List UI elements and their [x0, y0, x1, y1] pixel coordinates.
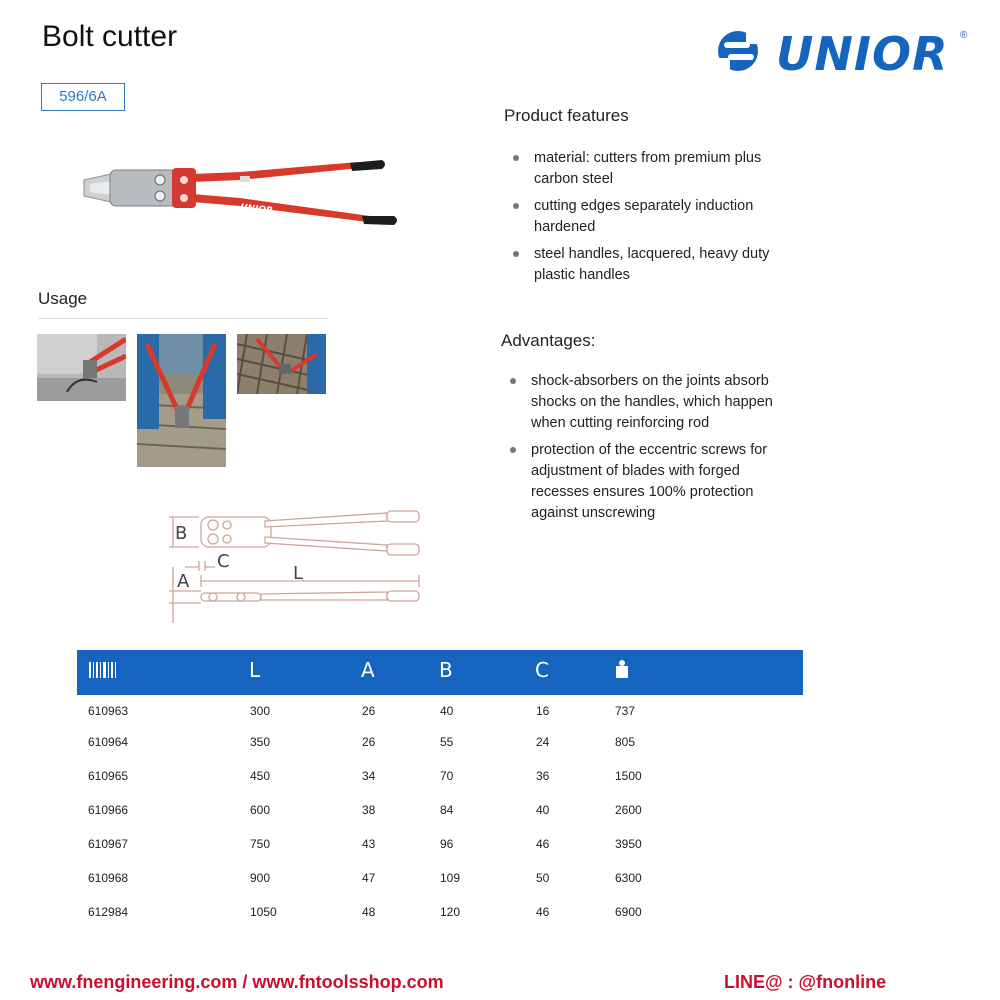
- table-cell-a: 26: [362, 735, 376, 749]
- svg-text:UNIOR: UNIOR: [239, 202, 274, 217]
- advantage-item: protection of the eccentric screws for adjustment of blades with forged recesses ensures 100% protection against unscrewing: [501, 440, 791, 524]
- usage-photo-2: [137, 334, 226, 467]
- feature-item: cutting edges separately induction hardened: [504, 196, 784, 238]
- table-cell-weight: 805: [615, 735, 636, 749]
- table-cell-b: 120: [440, 905, 461, 919]
- advantages-list: [501, 371, 791, 530]
- table-row: [77, 837, 803, 867]
- usage-photo-1: [37, 334, 126, 401]
- table-row: [77, 769, 803, 799]
- table-cell-l: 450: [250, 769, 271, 783]
- footer-websites[interactable]: www.fnengineering.com / www.fntoolsshop.com: [30, 972, 444, 992]
- table-cell-l: 600: [250, 803, 271, 817]
- page-title: Bolt cutter: [42, 20, 178, 53]
- features-list: [504, 148, 784, 292]
- column-header-a: A: [361, 658, 375, 682]
- column-header-l: L: [249, 658, 261, 682]
- table-cell-c: 46: [536, 837, 550, 851]
- table-cell-weight: 1500: [615, 769, 642, 783]
- table-row: [77, 905, 803, 935]
- table-cell-c: 24: [536, 735, 550, 749]
- table-cell-code: 610965: [88, 769, 129, 783]
- table-cell-code: 610963: [88, 704, 129, 718]
- table-cell-l: 900: [250, 871, 271, 885]
- table-cell-c: 40: [536, 803, 550, 817]
- table-row: [77, 871, 803, 901]
- table-cell-code: 610964: [88, 735, 129, 749]
- logo-wordmark: UNIOR: [776, 27, 949, 78]
- table-cell-b: 109: [440, 871, 461, 885]
- table-cell-code: 610967: [88, 837, 129, 851]
- table-header: [77, 650, 803, 695]
- table-cell-c: 36: [536, 769, 550, 783]
- brand-logo: [716, 24, 976, 78]
- table-cell-l: 750: [250, 837, 271, 851]
- table-cell-l: 300: [250, 704, 271, 718]
- features-heading: Product features: [504, 106, 629, 125]
- table-cell-b: 70: [440, 769, 454, 783]
- table-cell-c: 16: [536, 704, 550, 718]
- unior-emblem-icon: [716, 30, 762, 72]
- usage-heading: Usage: [38, 289, 88, 308]
- column-header-c: C: [535, 658, 549, 682]
- diagram-label-l: L: [293, 563, 304, 584]
- table-cell-b: 84: [440, 803, 454, 817]
- column-header-b: B: [439, 658, 453, 682]
- diagram-label-b: B: [175, 523, 188, 544]
- advantages-heading: Advantages:: [501, 331, 596, 350]
- table-cell-code: 612984: [88, 905, 129, 919]
- table-cell-code: 610968: [88, 871, 129, 885]
- table-row: [77, 803, 803, 833]
- advantage-item: shock-absorbers on the joints absorb shocks on the handles, which happen when cutting reinforcing rod: [501, 371, 791, 434]
- table-cell-l: 1050: [250, 905, 277, 919]
- usage-divider: [38, 318, 328, 319]
- table-row: [77, 704, 803, 734]
- table-cell-a: 47: [362, 871, 376, 885]
- table-cell-weight: 3950: [615, 837, 642, 851]
- diagram-label-a: A: [177, 571, 190, 592]
- table-cell-a: 38: [362, 803, 376, 817]
- feature-item: material: cutters from premium plus carbon steel: [504, 148, 784, 190]
- barcode-icon: [89, 650, 117, 695]
- table-cell-weight: 2600: [615, 803, 642, 817]
- table-cell-c: 50: [536, 871, 550, 885]
- table-cell-l: 350: [250, 735, 271, 749]
- usage-photo-3: [237, 334, 326, 394]
- table-cell-weight: 6900: [615, 905, 642, 919]
- table-cell-weight: 6300: [615, 871, 642, 885]
- dimension-diagram: [165, 505, 425, 625]
- table-row: [77, 735, 803, 765]
- table-cell-c: 46: [536, 905, 550, 919]
- table-cell-code: 610966: [88, 803, 129, 817]
- feature-item: steel handles, lacquered, heavy duty plastic handles: [504, 244, 784, 286]
- table-cell-a: 26: [362, 704, 376, 718]
- footer-line-id[interactable]: LINE@ : @fnonline: [724, 972, 887, 992]
- table-cell-a: 34: [362, 769, 376, 783]
- table-cell-weight: 737: [615, 704, 636, 718]
- table-cell-a: 43: [362, 837, 376, 851]
- table-cell-b: 96: [440, 837, 454, 851]
- weight-icon: [615, 650, 631, 695]
- product-code-badge: 596/6A: [41, 83, 125, 111]
- table-cell-a: 48: [362, 905, 376, 919]
- diagram-label-c: C: [217, 551, 230, 572]
- registered-mark: ®: [960, 30, 968, 41]
- table-cell-b: 55: [440, 735, 454, 749]
- product-image: [80, 150, 410, 235]
- table-cell-b: 40: [440, 704, 454, 718]
